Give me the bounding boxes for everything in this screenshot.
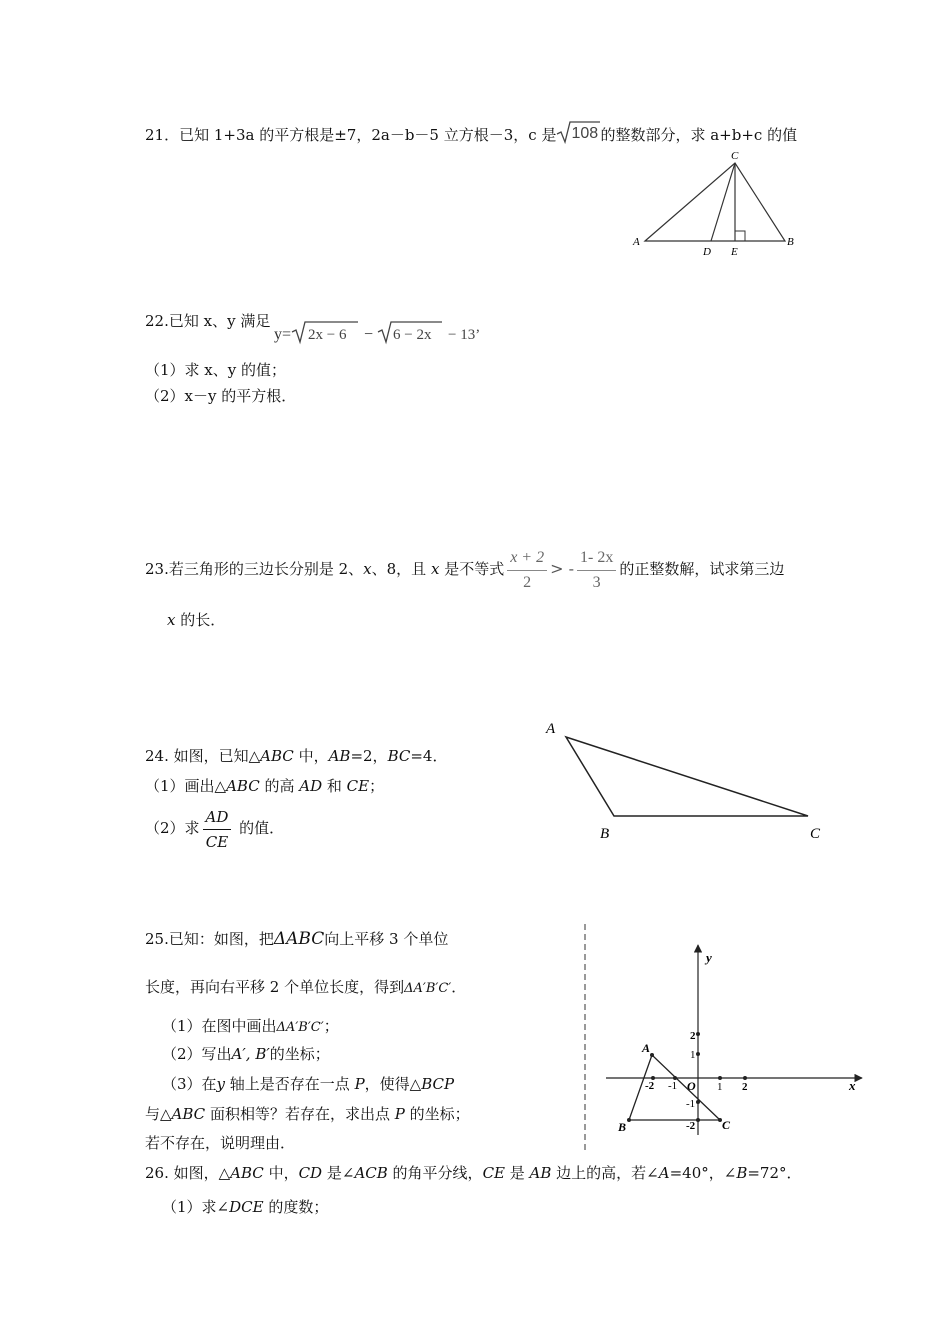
q24-p2a: （2）求 [145,819,200,837]
q24-p1a: （1）画出△ [145,777,227,795]
q26-angle-a: A [658,1164,670,1182]
q25-l1b: 向上平移 3 个单位 [324,930,449,948]
q25-tri: ΔABC [273,929,325,949]
q24-l1d: =4． [410,747,448,765]
q26-e: 是 [505,1164,530,1182]
q26-p1a: （1）求∠ [162,1198,230,1216]
q25-dashed-divider [583,924,587,1152]
tick-label-y-2: 2 [690,1030,696,1042]
q23-t2: 、8，且 [371,560,431,578]
q25-p3p: P [354,1075,365,1093]
segment-cd [711,163,735,241]
q24-part1 [145,776,384,796]
tick-label-x-1: 1 [717,1081,723,1093]
q26-g: =40°，∠ [669,1164,737,1182]
q25-l1a: 25.已知：如图，把 [145,930,274,948]
q25-part3-cont [145,1104,470,1124]
q23-fraction-2 [577,548,616,593]
q21-radicand: 108 [571,125,599,142]
q25-p4abc: ABC [171,1105,206,1123]
q26-c: 是∠ [322,1164,355,1182]
q22-y-eq: y= [274,326,292,343]
tick-label-y-neg2: -2 [686,1120,696,1132]
tick-label-y-neg1: -1 [686,1098,696,1110]
q24-p1b: 的高 [259,777,300,795]
q26-ce: CE [482,1164,505,1182]
tick-label-x-neg1: -1 [668,1080,678,1092]
q24-p1-ce: CE [346,777,370,795]
label-a: A [546,721,556,737]
q24-p1c: 和 [322,777,347,795]
label-e: E [731,246,738,258]
q24-frac-num: AD [203,807,232,830]
q23-fraction-1 [507,548,547,593]
q23-t4: 的正整数解，试求第三边 [619,560,785,578]
q26-cd: CD [298,1164,323,1182]
q26-line1 [145,1163,802,1183]
q21-after: 的整数部分，求 a+b+c 的值 [600,126,798,144]
label-a: A [642,1041,651,1055]
q23-line2 [167,610,225,630]
q24-p1-ad: AD [299,777,323,795]
q25-line2 [145,977,466,999]
q24-triangle-figure [538,712,838,847]
tick-y-1 [696,1052,700,1056]
q21-before: 21．已知 1+3a 的平方根是±7，2a－b－5 立方根－3，c 是 [145,126,557,144]
q26-a: 26. 如图，△ [145,1164,231,1182]
q23-f2-num: 1- 2x [577,548,616,571]
x-axis-label: x [849,1078,856,1093]
point-b [627,1118,631,1122]
q25-p4a: 与△ [145,1105,172,1123]
q26-p1b: 的度数； [263,1198,329,1216]
q25-p3b: 轴上是否存在一点 [225,1075,355,1093]
q26-acb: ACB [354,1164,388,1182]
q22-part2: （2）x－y 的平方根． [145,387,297,405]
q25-p3c: ，使得△ [364,1075,422,1093]
q25-part1 [162,1016,339,1038]
q26-h: =72°． [747,1164,802,1182]
q23-x1: x [363,560,372,578]
q25-p1a: （1）在图中画出 [162,1017,277,1035]
tick-label-y-1: 1 [690,1049,696,1061]
q25-p1tri: ΔA′B′C′ [276,1020,324,1035]
label-b: B [787,236,794,248]
q23-f1-num: x + 2 [507,548,547,571]
label-d: D [703,246,711,258]
q25-p2pts: A′, B′ [231,1045,270,1063]
q23-t3: 是不等式 [439,560,505,578]
q24-p1-abc: ABC [226,777,260,795]
label-c: C [722,1118,731,1132]
q26-ab: AB [529,1164,552,1182]
q24-l1c: =2， [350,747,388,765]
q25-p4p: P [394,1105,405,1123]
q22-intro: 22.已知 x、y 满足 [145,312,271,330]
q24-fraction [203,807,232,852]
q25-l2b: ． [451,978,467,996]
label-c: C [810,826,821,842]
q22-tail: − 13’ [448,327,481,343]
q24-l1-ab: AB [328,747,351,765]
tick-y-2 [696,1032,700,1036]
q25-part3 [162,1074,454,1094]
q24-line1 [145,746,447,766]
q21-triangle-figure [625,145,805,260]
q22-radicand-1: 2x − 6 [308,327,347,343]
q23-x2: x [430,560,440,578]
q23-f2-den: 3 [592,573,601,591]
q23-line1 [145,545,784,593]
triangle-abc [566,737,808,816]
q21-sqrt [556,124,600,148]
origin-label: O [687,1079,696,1093]
q24-l1-abc: ABC [260,747,294,765]
q23-gt: > - [550,559,575,578]
q25-p3y: y [216,1075,226,1093]
q25-p1b: ； [323,1017,339,1035]
q25-p2b: 的坐标； [269,1045,330,1063]
q24-l1b: 中， [293,747,329,765]
point-a [650,1053,654,1057]
q26-b: 中， [263,1164,299,1182]
q22-minus: − [364,326,374,343]
right-angle-mark [735,231,745,241]
q25-p2a: （2）写出 [162,1045,232,1063]
tick-x-2 [743,1076,747,1080]
q22-radicand-2: 6 − 2x [393,327,432,343]
q23-x3: x [167,611,176,629]
q25-line1 [145,929,448,949]
q23-f1-den: 2 [523,573,532,591]
label-b: B [618,1120,627,1134]
q26-d: 的角平分线， [387,1164,483,1182]
q26-angle-b: B [736,1164,748,1182]
q25-tri2: ΔA′B′C′ [404,981,452,996]
axis-ticks [651,1032,747,1122]
q25-coordinate-figure [600,940,870,1140]
q25-part3-end: 若不存在，说明理由． [145,1134,296,1152]
tick-label-x-2: 2 [742,1081,748,1093]
q25-part2 [162,1044,330,1064]
q24-p1d: ； [369,777,385,795]
tick-label-x-neg2: -2 [645,1080,655,1092]
q26-p1-dce: DCE [229,1198,264,1216]
label-b: B [600,826,610,842]
q26-part1 [162,1197,328,1217]
q22-formula [272,318,497,348]
q24-frac-den: CE [205,832,229,851]
q26-abc: ABC [230,1164,264,1182]
q25-p3a: （3）在 [162,1075,217,1093]
q24-l1-bc: BC [387,747,411,765]
q26-f: 边上的高，若∠ [551,1164,659,1182]
q25-p4b: 面积相等？若存在，求出点 [205,1105,395,1123]
q25-l2a: 长度，再向右平移 2 个单位长度，得到 [145,978,405,996]
tick-x-1 [718,1076,722,1080]
label-c: C [731,150,739,162]
q22-intro-line [145,311,270,331]
q23-t1: 23.若三角形的三边长分别是 2、 [145,560,364,578]
q24-p2b: 的值． [234,819,285,837]
q25-p4c: 的坐标； [404,1105,470,1123]
q23-t5: 的长． [175,611,226,629]
y-axis-label: y [706,950,712,965]
q24-part2 [145,804,284,852]
q24-l1a: 24. 如图，已知△ [145,747,261,765]
q25-p3bcp: BCP [421,1075,455,1093]
q22-part1: （1）求 x、y 的值； [145,361,287,379]
label-a: A [633,236,640,248]
